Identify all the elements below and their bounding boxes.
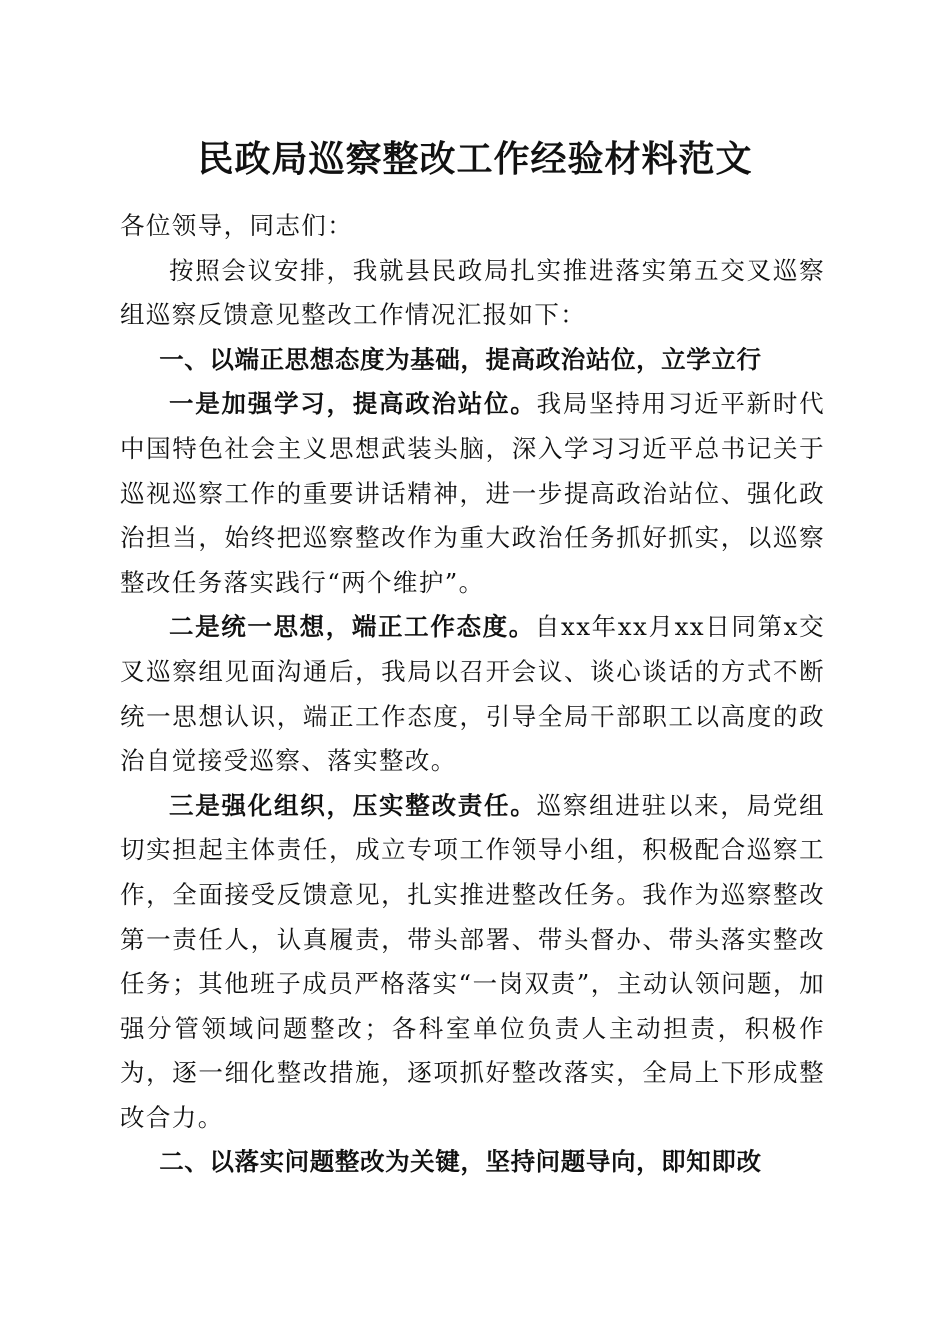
paragraph-text: 巡察组进驻以来，局党组切实担起主体责任，成立专项工作领导小组，积极配合巡察工作，全面接受反馈意见，扎实推进整改任务。我作为巡察整改第一责任人，认真履责，带头部署、带头督办、带头落实整改任务；其他班子成员严格落实“一岗双责”，主动认领问题，加强分管领域问题整改；各科室单位负责人主动担责，积极作为，逐一细化整改措施，逐项抓好整改落实，全局上下形成整改合力。	[120, 790, 825, 1132]
paragraph-text: 自xx年xx月xx日同第x交叉巡察组见面沟通后，我局以召开会议、谈心谈话的方式不断统一思想认识，端正工作态度，引导全局干部职工以高度的政治自觉接受巡察、落实整改。	[120, 612, 825, 776]
paragraph-lead: 一是加强学习，提高政治站位。	[169, 389, 537, 419]
paragraph-text: 我局坚持用习近平新时代中国特色社会主义思想武装头脑，深入学习习近平总书记关于巡视巡察工作的重要讲话精神，进一步提高政治站位、强化政治担当，始终把巡察整改作为重大政治任务抓好抓实，以巡察整改任务落实践行“两个维护”。	[120, 389, 825, 597]
document-body	[120, 204, 825, 1185]
intro-paragraph: 按照会议安排，我就县民政局扎实推进落实第五交叉巡察组巡察反馈意见整改工作情况汇报如下：	[120, 255, 825, 330]
paragraph-unify-thinking	[120, 605, 825, 783]
document-title: 民政局巡察整改工作经验材料范文	[197, 138, 753, 180]
section-heading-1: 一、以端正思想态度为基础，提高政治站位，立学立行	[159, 344, 762, 374]
paragraph-strengthen-study	[120, 382, 825, 605]
section-heading-2: 二、以落实问题整改为关键，坚持问题导向，即知即改	[159, 1147, 762, 1177]
greeting: 各位领导，同志们：	[120, 211, 354, 240]
paragraph-lead: 二是统一思想，端正工作态度。	[169, 612, 535, 642]
paragraph-lead: 三是强化组织，压实整改责任。	[169, 790, 537, 820]
paragraph-strengthen-organization	[120, 784, 825, 1141]
